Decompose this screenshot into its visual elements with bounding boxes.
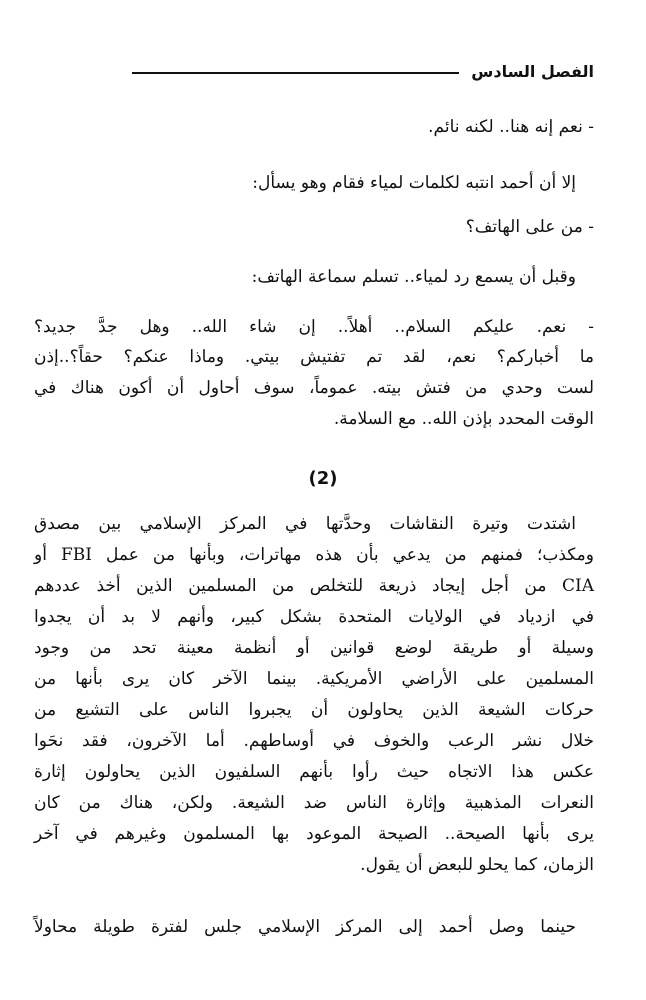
body-line: خلال نشر الرعب والخوف في أوساطهم. أما الآخرون، فقد نحَوا — [34, 731, 594, 751]
section-number: (2) — [308, 468, 338, 489]
dialogue-paragraph-line: الوقت المحدد بإذن الله.. مع السلامة. — [333, 409, 594, 429]
body-line: CIA من أجل إيجاد ذريعة للتخلص من المسلمين الذين أخذ عددهم — [34, 576, 594, 596]
body-line: ومكذب؛ فمنهم من يدعي بأن هذه مهاترات، وبأنها من عمل FBI أو — [34, 545, 594, 565]
chapter-title: الفصل السادس — [471, 61, 594, 81]
narration-line: إلا أن أحمد انتبه لكلمات لمياء فقام وهو يسأل: — [252, 173, 576, 193]
body-line: حينما وصل أحمد إلى المركز الإسلامي جلس لفترة طويلة محاولاً — [34, 917, 576, 937]
dialogue-line: - نعم إنه هنا.. لكنه نائم. — [428, 117, 594, 137]
body-line: الزمان، كما يحلو للبعض أن يقول. — [360, 855, 594, 875]
body-line: اشتدت وتيرة النقاشات وحدَّتها في المركز الإسلامي بين مصدق — [34, 514, 576, 534]
dialogue-paragraph-line: لست وحدي من فتش بيته. عموماً، سوف أحاول أن أكون هناك في — [34, 378, 594, 398]
narration-line: وقبل أن يسمع رد لمياء.. تسلم سماعة الهاتف: — [251, 267, 576, 287]
dialogue-line: - من على الهاتف؟ — [465, 217, 594, 237]
header-rule — [132, 72, 459, 74]
dialogue-paragraph-line: - نعم. عليكم السلام.. أهلاً.. إن شاء الله.. وهل جدَّ جديد؟ — [34, 317, 594, 337]
body-line: في ازدياد في الولايات المتحدة بشكل كبير، وأنهم لا بد أن يجدوا — [34, 607, 594, 627]
body-line: النعرات المذهبية وإثارة الناس ضد الشيعة. ولكن، هناك من كان — [34, 793, 594, 813]
dialogue-paragraph-line: ما أخباركم؟ نعم، لقد تم تفتيش بيتي. وماذا عنكم؟ حقاً؟..إذن — [34, 347, 594, 367]
body-line: حركات الشيعة الذين يحاولون أن يجبروا الناس على التشيع من — [34, 700, 594, 720]
body-line: عكس هذا الاتجاه حيث رأوا بأنهم السلفيون الذين يحاولون إثارة — [34, 762, 594, 782]
page-header — [132, 56, 594, 86]
body-line: يرى بأنها الصيحة.. الصيحة الموعود بها المسلمون وغيرهم في آخر — [34, 824, 594, 844]
body-line: المسلمين على الأراضي الأمريكية. بينما الآخر كان يرى بأنها من — [34, 669, 594, 689]
body-line: وسيلة أو طريقة لوضع قوانين أو أنظمة معينة تحد من وجود — [34, 638, 594, 658]
